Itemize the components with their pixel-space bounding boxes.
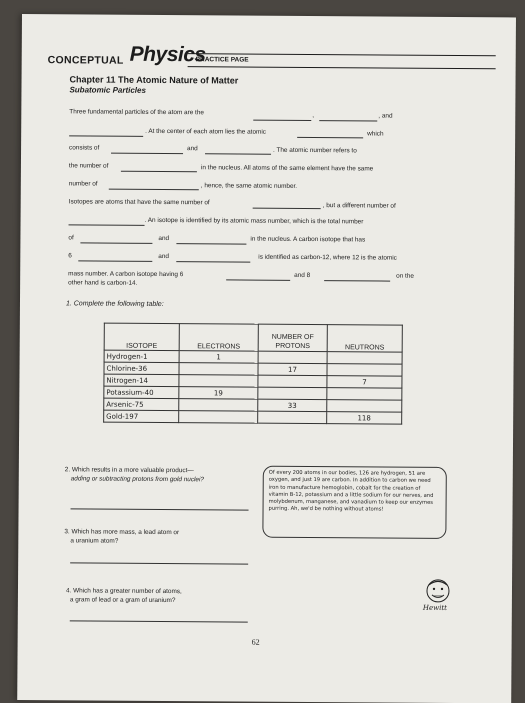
- blank-isotope-diff[interactable]: [69, 224, 145, 226]
- question-2-line-1: 2. Which results in a more valuable product—: [64, 466, 194, 475]
- question-1: 1. Complete the following table:: [65, 300, 164, 308]
- answer-line-q2[interactable]: [71, 508, 249, 510]
- brand-physics: Physics: [129, 42, 206, 67]
- isotope-cell: Nitrogen-14: [104, 374, 179, 387]
- chapter-title: Chapter 11 The Atomic Nature of Matter: [69, 74, 239, 86]
- protons-cell[interactable]: 33: [258, 399, 327, 411]
- blank-isotope-same[interactable]: [253, 208, 321, 209]
- col-neutrons: NEUTRONS: [327, 325, 402, 353]
- fill-line-9c: is identified as carbon-12, where 12 is the atomic: [258, 253, 397, 262]
- question-4-line-1: 4. Which has a greater number of atoms,: [65, 587, 182, 596]
- page-number: 62: [251, 637, 260, 647]
- answer-line-q4[interactable]: [70, 620, 248, 622]
- table-header-row: [104, 323, 402, 352]
- col-electrons: ELECTRONS: [179, 324, 258, 352]
- fill-line-8a: of: [68, 234, 74, 242]
- col-isotope: ISOTOPE: [104, 323, 179, 351]
- practice-page-tag: PRACTICE PAGE: [188, 53, 496, 69]
- neutrons-cell[interactable]: [327, 364, 402, 377]
- electrons-cell[interactable]: [179, 363, 258, 376]
- blank-consists-1[interactable]: [111, 153, 183, 155]
- cartoon-face-icon: [423, 577, 453, 605]
- blank-c14-2[interactable]: [324, 280, 390, 281]
- chapter-subtitle: Subatomic Particles: [69, 85, 146, 95]
- fill-sep-1: ,: [312, 112, 315, 120]
- isotope-table: [103, 323, 403, 425]
- protons-cell[interactable]: [258, 375, 327, 387]
- fill-line-5a: number of: [68, 180, 98, 188]
- fill-and-1: , and: [378, 112, 393, 120]
- fill-which: which: [367, 130, 384, 138]
- blank-mass-2[interactable]: [176, 243, 246, 244]
- neutrons-cell[interactable]: 118: [327, 412, 402, 425]
- protons-cell[interactable]: 17: [258, 363, 327, 375]
- electrons-cell[interactable]: [179, 411, 258, 424]
- fill-line-8c: in the nucleus. A carbon isotope that has: [250, 235, 366, 244]
- fill-line-4b: in the nucleus. All atoms of the same element have the same: [200, 164, 374, 173]
- fill-line-4a: the number of: [68, 162, 109, 170]
- fill-line-10c: on the: [396, 272, 414, 280]
- fill-line-7: . An isotope is identified by its atomic mass number, which is the total number: [144, 216, 364, 226]
- neutrons-cell[interactable]: [327, 352, 402, 365]
- fill-line-10a: mass number. A carbon isotope having 6: [68, 270, 184, 279]
- blank-particle-3[interactable]: [69, 135, 143, 137]
- fill-line-2: . At the center of each atom lies the atomic: [145, 127, 266, 136]
- electrons-cell[interactable]: 19: [179, 387, 258, 400]
- protons-cell[interactable]: [258, 387, 327, 399]
- isotope-cell: Gold-197: [104, 410, 179, 423]
- fill-line-8b: and: [158, 234, 170, 243]
- col-protons: NUMBER OF PROTONS: [258, 324, 327, 351]
- blank-consists-2[interactable]: [205, 153, 271, 154]
- author-signature: Hewitt: [422, 603, 448, 612]
- answer-line-q3[interactable]: [70, 562, 248, 564]
- protons-cell[interactable]: [258, 411, 327, 423]
- electrons-cell[interactable]: [179, 375, 258, 388]
- fill-line-10b: and 8: [294, 271, 311, 280]
- worksheet-page: [17, 14, 516, 703]
- blank-particle-2[interactable]: [319, 120, 377, 121]
- isotope-cell: Hydrogen-1: [104, 350, 179, 363]
- blank-particle-1[interactable]: [253, 120, 311, 121]
- atoms-fact-note: Of every 200 atoms in our bodies, 126 are hydrogen, 51 are oxygen, and just 19 are carbon. In addition to carbon we need iron to manufacture hemoglobin, cobalt for the creation of vitamin B-12, potassium and a little sodium for our nerves, and molybdenum, manganese, and vanadium to keep our enzymes purring. Ah, we'd be nothing without atoms!: [262, 466, 446, 539]
- page-header: [48, 44, 488, 77]
- isotope-cell: Potassium-40: [104, 386, 179, 399]
- blank-mass-1[interactable]: [80, 242, 152, 244]
- fill-line-1: Three fundamental particles of the atom are the: [69, 108, 204, 117]
- neutrons-cell[interactable]: [327, 388, 402, 401]
- blank-c12-1[interactable]: [78, 260, 152, 262]
- fill-line-9a: 6: [68, 252, 72, 260]
- electrons-cell[interactable]: 1: [179, 351, 258, 364]
- fill-line-6a: Isotopes are atoms that have the same number of: [68, 198, 210, 207]
- fill-line-3a: consists of: [69, 144, 100, 152]
- table-row: [104, 410, 402, 424]
- question-3-line-1: 3. Which has more mass, a lead atom or: [64, 528, 180, 537]
- question-2-line-2: adding or subtracting protons from gold nuclei?: [70, 475, 204, 484]
- isotope-cell: Arsenic-75: [104, 398, 179, 411]
- question-4-line-2: a gram of lead or a gram of uranium?: [69, 596, 176, 605]
- blank-number-of-2[interactable]: [109, 189, 199, 191]
- fill-line-3c: . The atomic number refers to: [273, 146, 357, 155]
- fill-line-5b: , hence, the same atomic number.: [200, 182, 298, 190]
- fill-line-9b: and: [158, 252, 170, 261]
- neutrons-cell[interactable]: 7: [327, 376, 402, 389]
- electrons-cell[interactable]: [179, 399, 258, 412]
- neutrons-cell[interactable]: [327, 400, 402, 413]
- blank-number-of[interactable]: [121, 171, 197, 173]
- brand-conceptual: CONCEPTUAL: [47, 54, 124, 67]
- question-3-line-2: a uranium atom?: [70, 537, 119, 545]
- blank-c12-2[interactable]: [176, 261, 250, 263]
- fill-line-6b: , but a different number of: [322, 202, 396, 210]
- blank-nucleus[interactable]: [297, 137, 363, 138]
- blank-c14-1[interactable]: [226, 279, 290, 280]
- fill-line-3b: and: [187, 145, 198, 153]
- protons-cell[interactable]: [258, 351, 327, 363]
- isotope-cell: Chlorine-36: [104, 362, 179, 375]
- fill-line-11: other hand is carbon-14.: [68, 279, 138, 287]
